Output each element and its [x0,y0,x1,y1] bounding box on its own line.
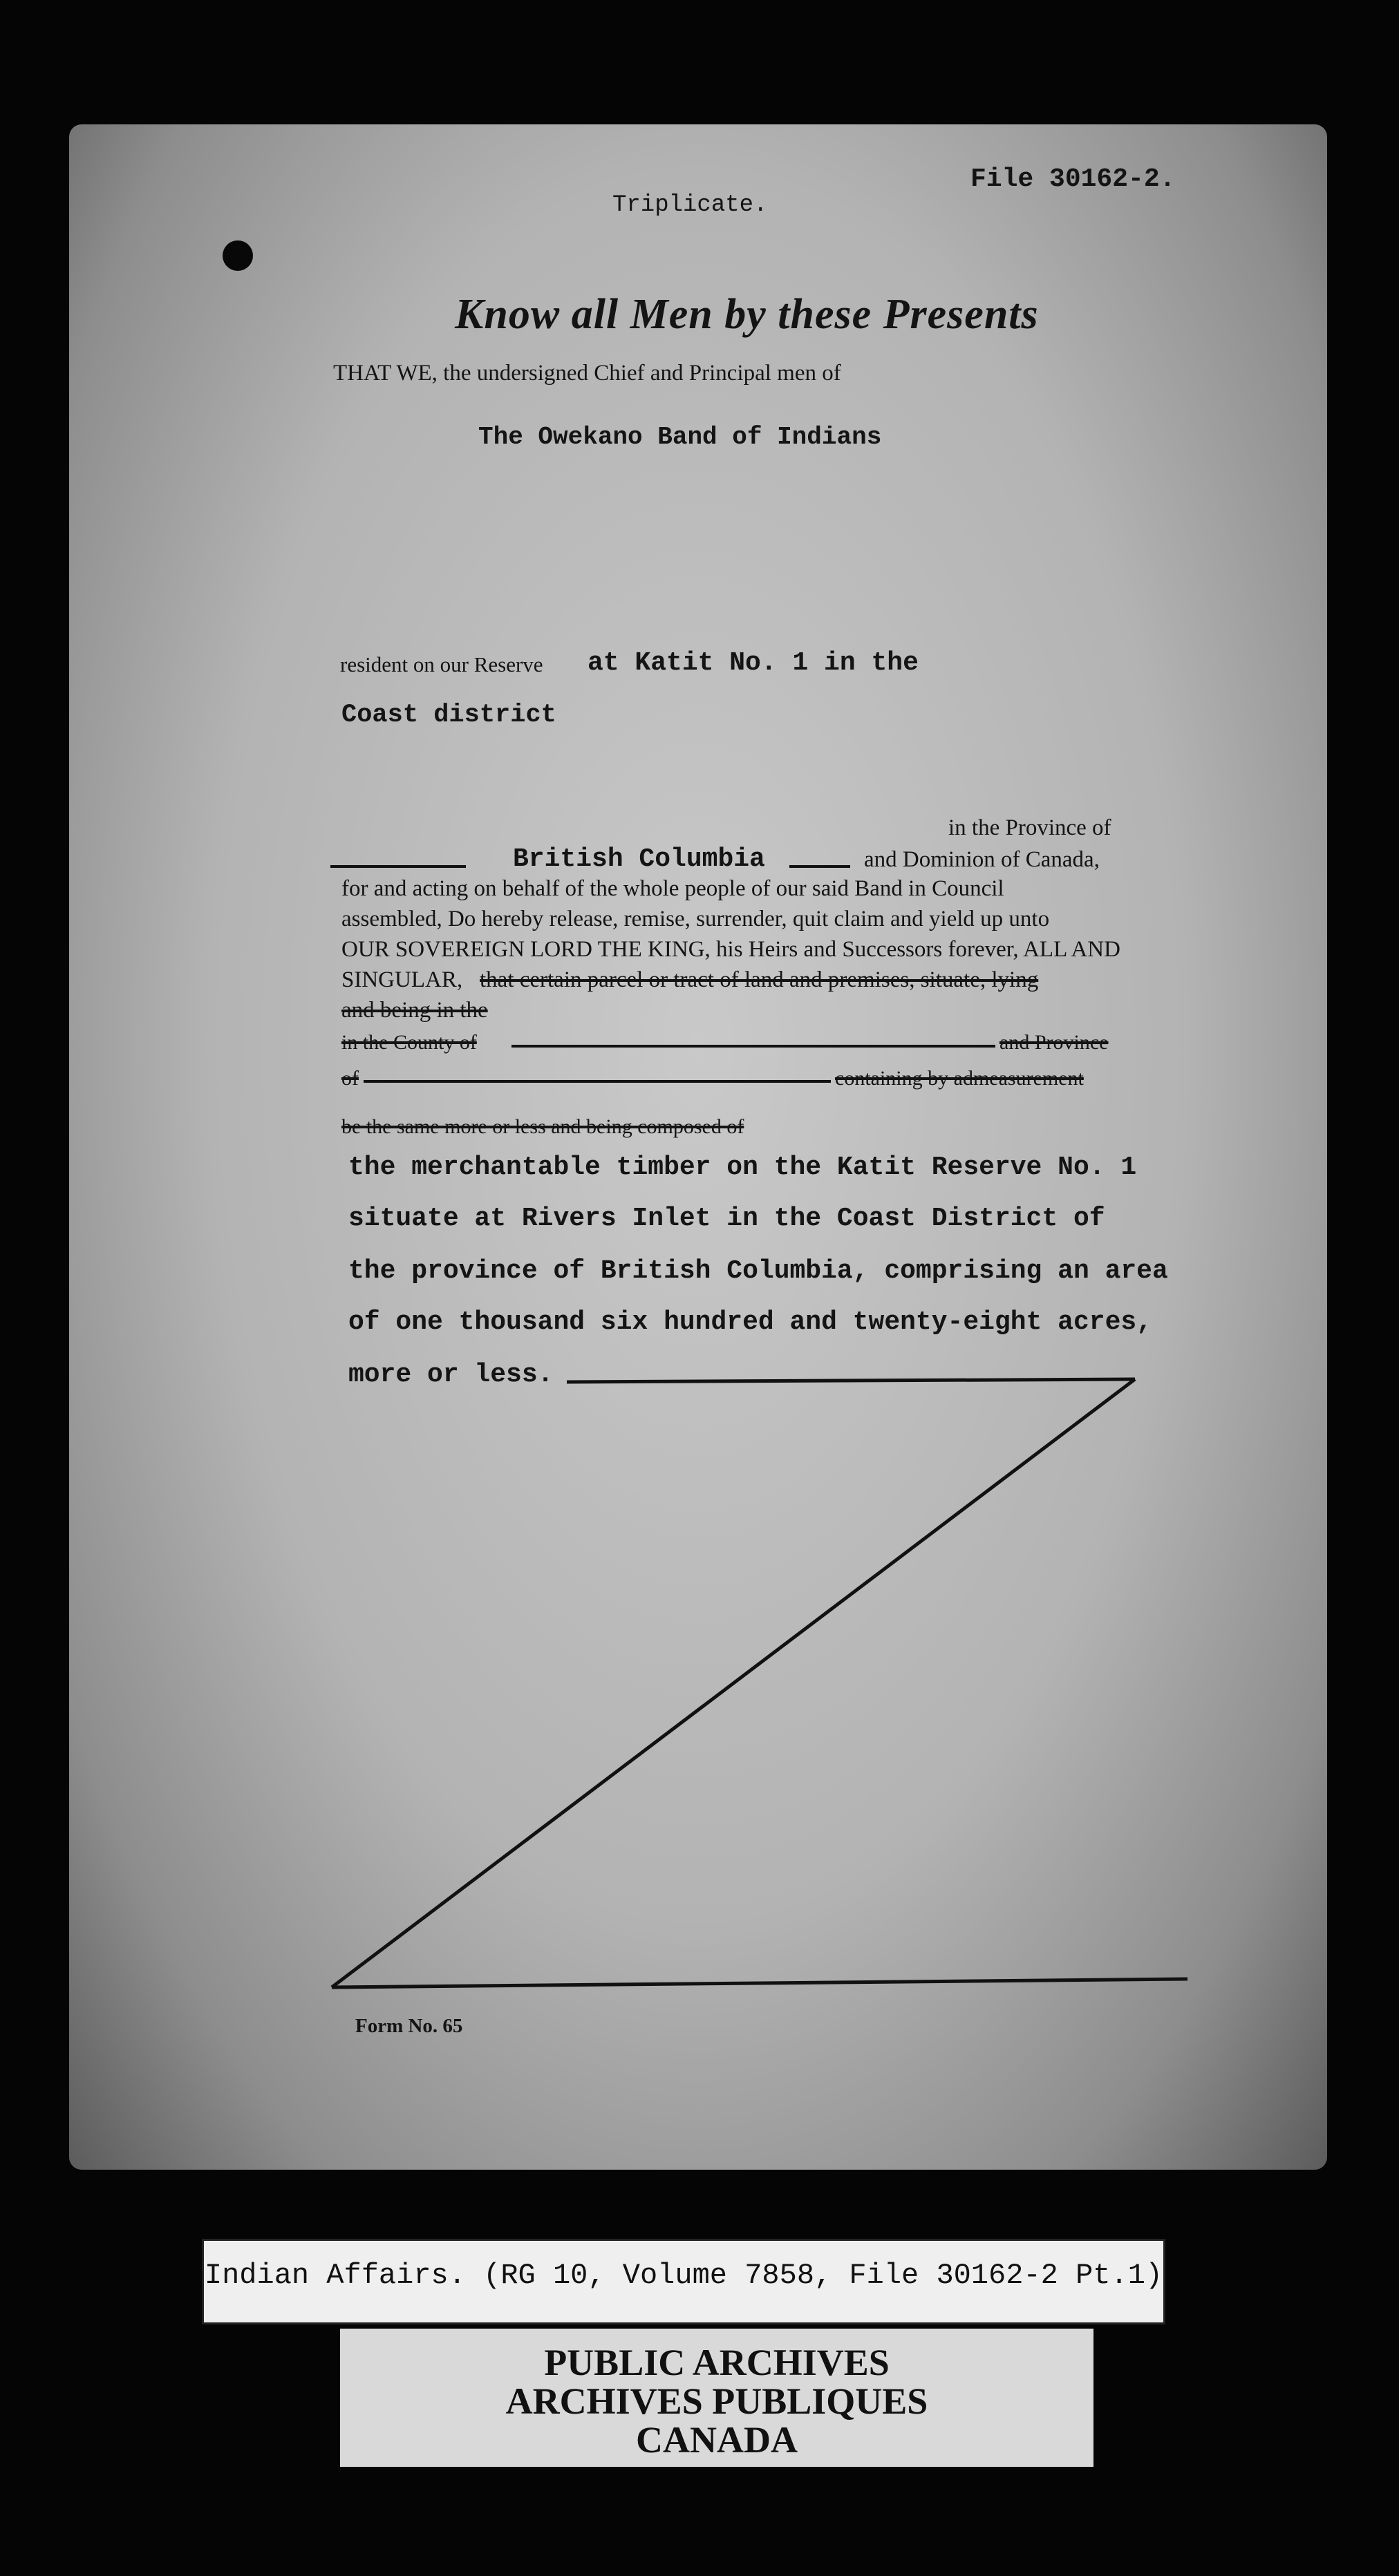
struck-text: and Province [999,1031,1109,1054]
resident-label: resident on our Reserve [340,652,543,676]
intro-text: THAT WE, the undersigned Chief and Principal men of [333,361,841,386]
typed-line: of one thousand six hundred and twenty-eight acres, [348,1307,1152,1337]
body-line: for and acting on behalf of the whole people of our said Band in Council [341,876,1004,901]
archive-reference-text: Indian Affairs. (RG 10, Volume 7858, File 30162-2 Pt.1) [204,2259,1163,2292]
struck-text: in the County of [341,1031,477,1054]
document-heading: Know all Men by these Presents [455,291,1039,338]
singular-text: SINGULAR, [341,967,463,992]
archive-line-3: CANADA [636,2419,798,2461]
archive-reference-label [202,2239,1165,2324]
archive-stamp [340,2329,1093,2467]
struck-text: of [341,1067,359,1090]
typed-line: situate at Rivers Inlet in the Coast District of [348,1204,1105,1233]
copy-label: Triplicate. [612,192,768,218]
archive-line-1: PUBLIC ARCHIVES [544,2342,890,2383]
file-reference: File 30162-2. [970,164,1176,194]
body-line: assembled, Do hereby release, remise, surrender, quit claim and yield up unto [341,907,1050,931]
typed-line: the province of British Columbia, comprising an area [348,1256,1168,1286]
reserve-location: at Katit No. 1 in the [588,648,919,678]
typed-line: more or less. [348,1360,554,1390]
district-name: Coast district [341,701,556,730]
dominion-text: and Dominion of Canada, [864,847,1100,872]
archive-line-2: ARCHIVES PUBLIQUES [505,2380,928,2422]
province-name: British Columbia [513,844,765,874]
struck-text: that certain parcel or tract of land and premises, situate, lying [480,967,1039,992]
body-line: OUR SOVEREIGN LORD THE KING, his Heirs and Successors forever, ALL AND [341,937,1120,962]
form-number: Form No. 65 [355,2015,463,2037]
band-name: The Owekano Band of Indians [478,423,882,451]
province-of-label: in the Province of [948,815,1111,840]
struck-text: containing by admeasurement [835,1067,1084,1090]
typed-line: the merchantable timber on the Katit Reserve No. 1 [348,1153,1137,1182]
struck-text: be the same more or less and being composed of [341,1115,744,1138]
struck-text: and being in the [341,998,488,1023]
